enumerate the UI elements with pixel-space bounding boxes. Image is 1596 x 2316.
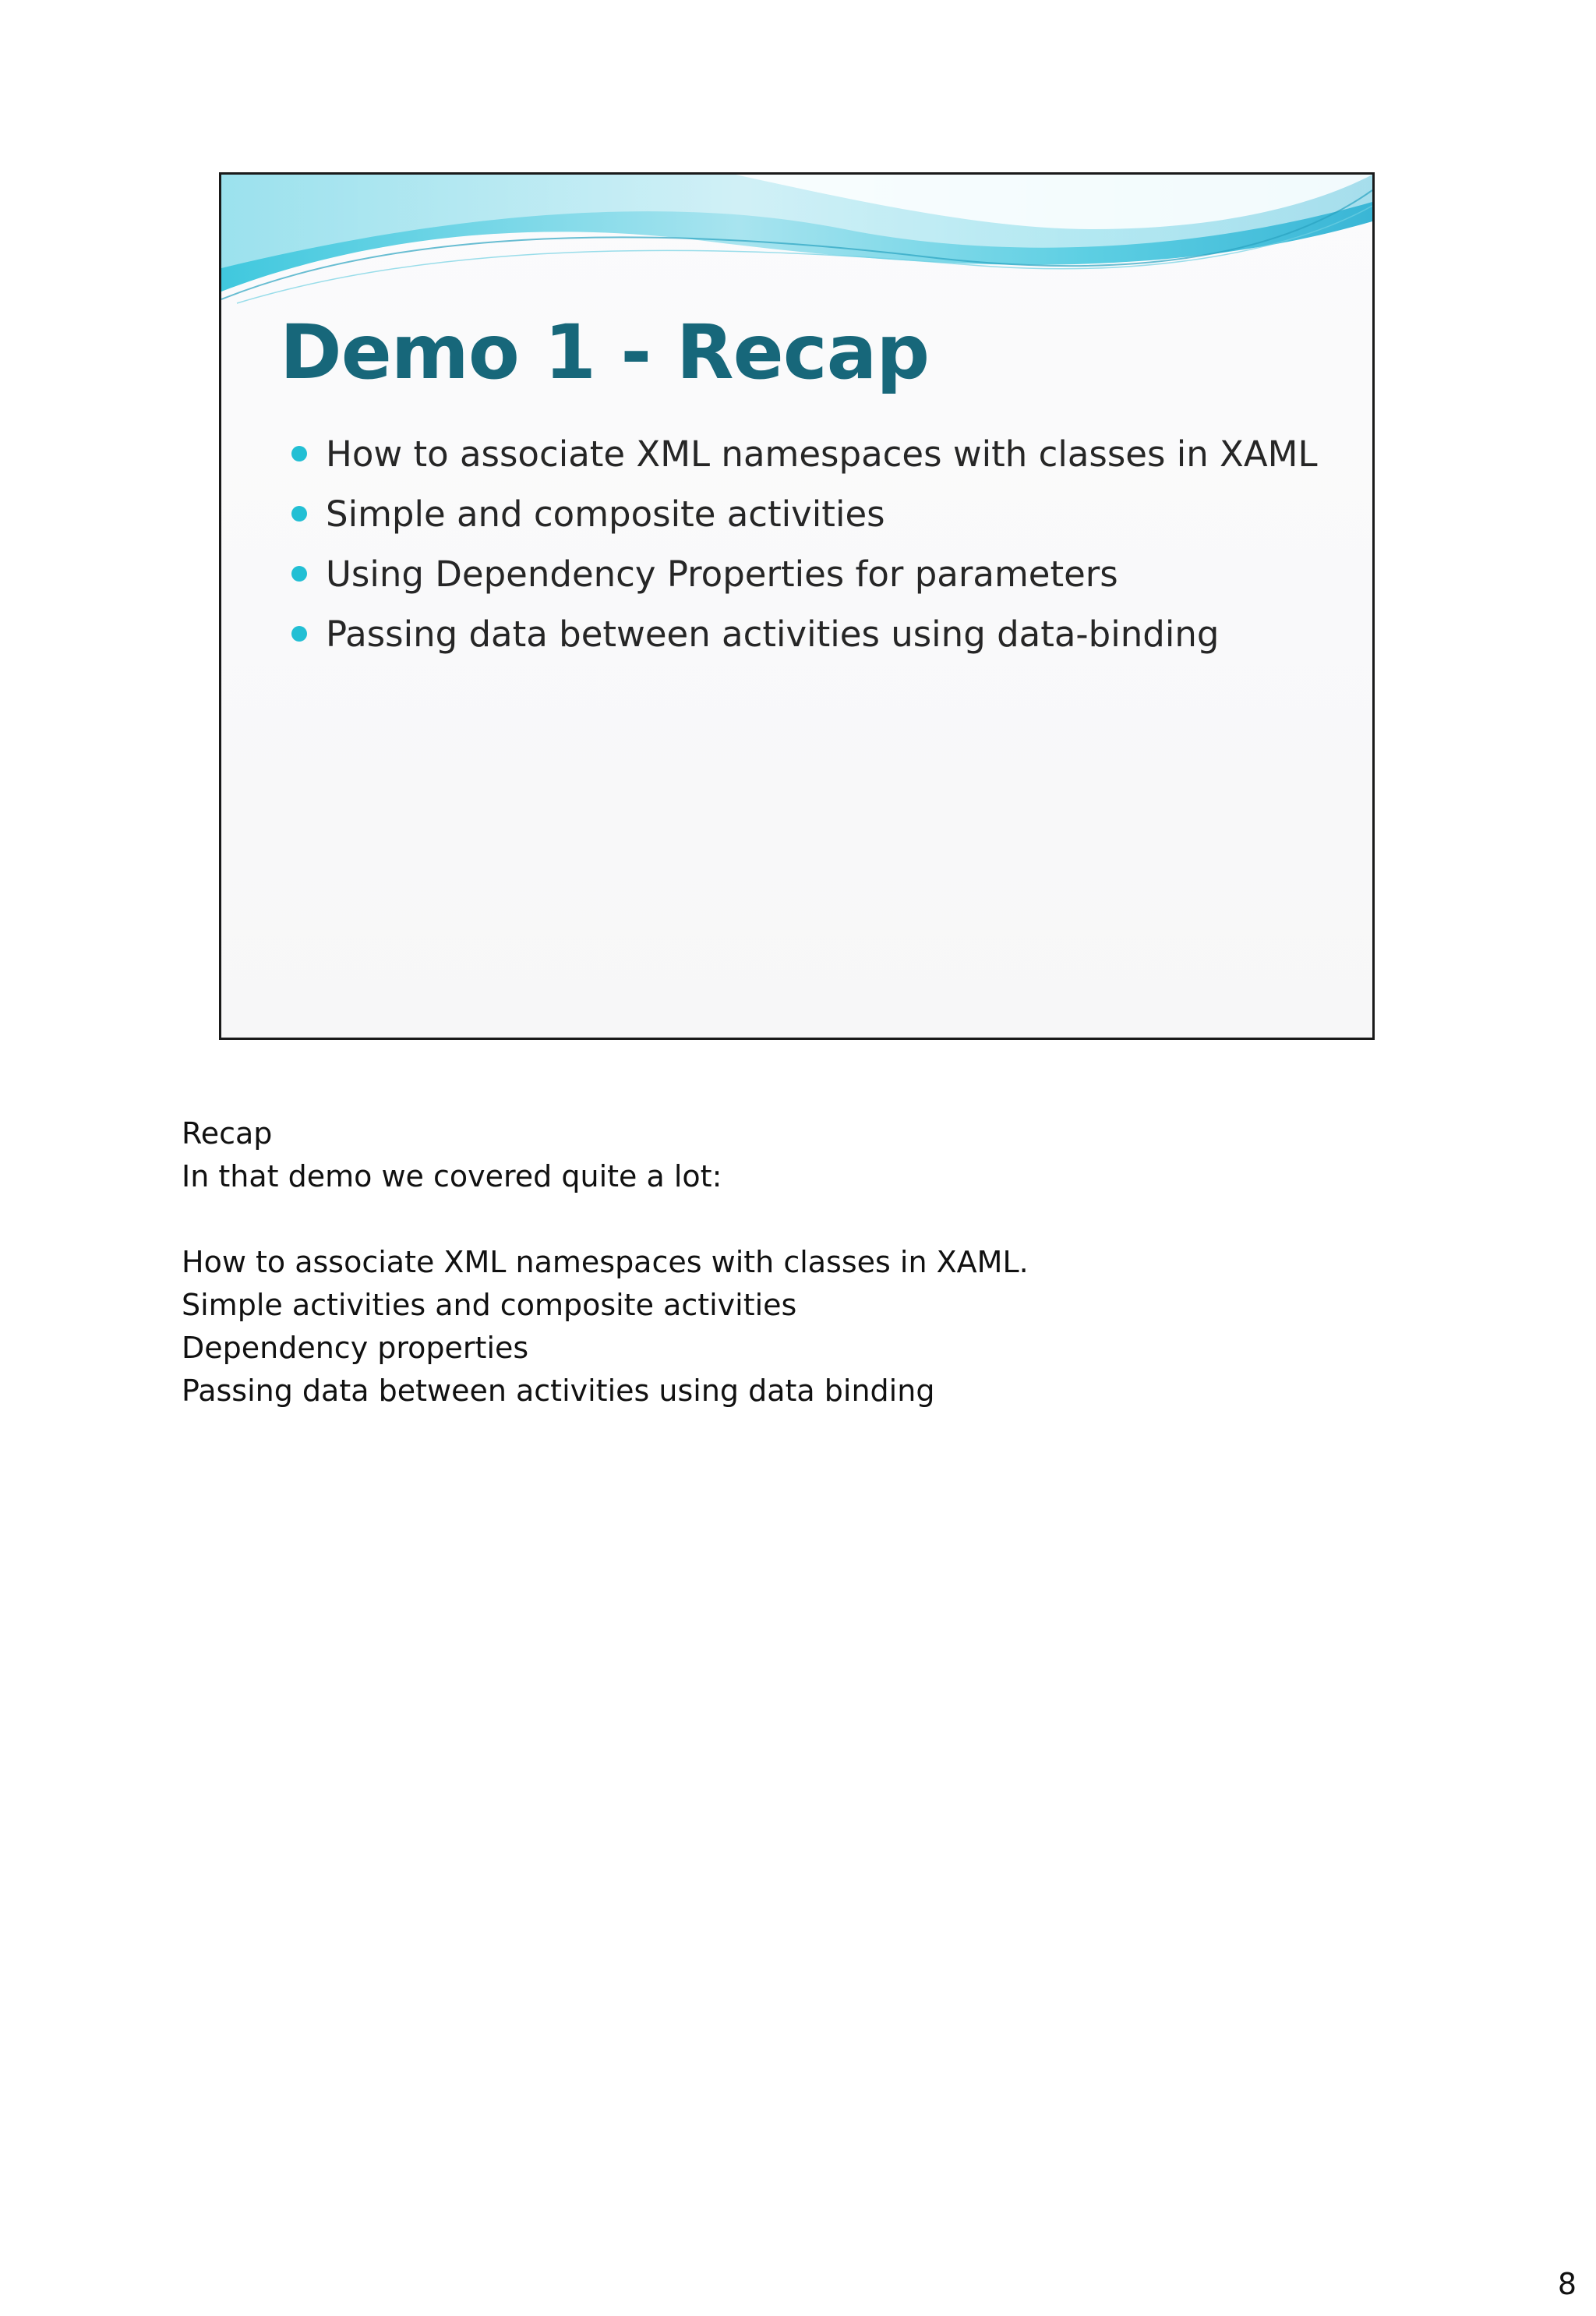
notes-item: Passing data between activities using data binding xyxy=(182,1374,935,1408)
notes-item: Dependency properties xyxy=(182,1331,529,1365)
notes-item: Simple activities and composite activities xyxy=(182,1288,797,1322)
notes-intro: In that demo we covered quite a lot: xyxy=(182,1159,722,1193)
slide-thumbnail xyxy=(219,172,1375,1040)
slide-title: Demo 1 - Recap xyxy=(280,309,930,396)
slide-bullet-item xyxy=(291,484,1318,544)
speaker-notes xyxy=(182,1112,1029,1413)
page-number: 8 xyxy=(1557,2267,1577,2301)
bullet-icon xyxy=(291,446,307,461)
slide-bullet-item xyxy=(291,544,1318,604)
slide-bullet-text: Simple and composite activities xyxy=(326,493,885,535)
notes-heading: Recap xyxy=(182,1116,273,1151)
decorative-wave-banner xyxy=(221,175,1372,315)
slide-bullet-item xyxy=(291,424,1318,484)
slide-bullet-text: How to associate XML namespaces with classes in XAML xyxy=(326,433,1318,475)
slide-bullet-list xyxy=(291,424,1318,664)
notes-item: How to associate XML namespaces with classes in XAML. xyxy=(182,1245,1029,1279)
slide-bullet-text: Passing data between activities using data-binding xyxy=(326,613,1220,655)
bullet-icon xyxy=(291,506,307,522)
bullet-icon xyxy=(291,626,307,642)
bullet-icon xyxy=(291,566,307,582)
notes-spacer xyxy=(182,1198,1029,1241)
slide-bullet-item xyxy=(291,604,1318,664)
slide-bullet-text: Using Dependency Properties for parameters xyxy=(326,553,1118,595)
